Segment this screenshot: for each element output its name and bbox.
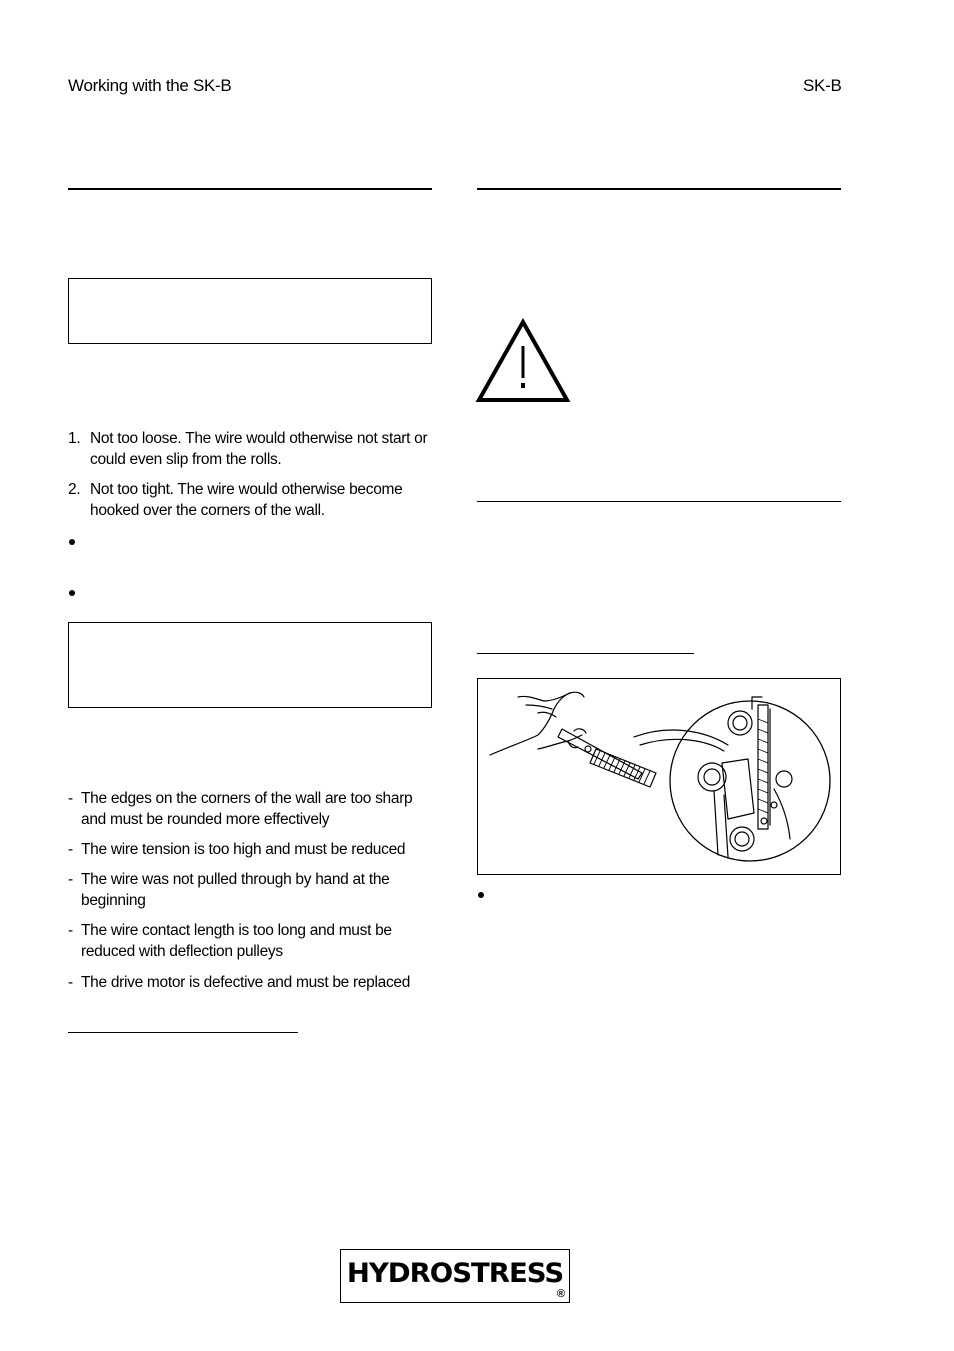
dash-list-item (68, 869, 438, 913)
list-item-text: Not too loose. The wire would otherwise not start or could even slip from the rolls. (90, 430, 428, 468)
hydrostress-logo (340, 1249, 570, 1303)
dash-list-item (68, 788, 438, 832)
dash-marker: - (68, 922, 73, 939)
registered-mark: ® (556, 1288, 565, 1300)
dash-list-item (68, 839, 438, 861)
logo-wordmark: HYDROSTRESS (346, 1258, 564, 1289)
figure-frame (477, 678, 841, 875)
dash-item-text: The wire was not pulled through by hand at the beginning (81, 871, 390, 909)
list-number: 2. (68, 481, 81, 498)
numbered-list-item (68, 428, 436, 472)
right-section-rule (477, 188, 841, 190)
bullet-point (478, 892, 484, 898)
right-subsection-rule (477, 501, 841, 502)
list-number: 1. (68, 430, 81, 447)
dash-item-text: The wire contact length is too long and must be reduced with deflection pulleys (81, 922, 392, 960)
warning-triangle-icon (475, 318, 571, 404)
numbered-list-item (68, 479, 436, 523)
dash-marker: - (68, 871, 73, 888)
left-note-box-1 (68, 278, 432, 344)
list-item-text: Not too tight. The wire would otherwise become hooked over the corners of the wall. (90, 481, 403, 519)
dash-list-item (68, 972, 438, 994)
dash-marker: - (68, 841, 73, 858)
dash-item-text: The wire tension is too high and must be reduced (81, 841, 406, 858)
header-section-title: Working with the SK-B (68, 76, 232, 95)
right-figure-heading-rule (477, 653, 694, 654)
dash-item-text: The edges on the corners of the wall are too sharp and must be rounded more effectively (81, 790, 413, 828)
dash-marker: - (68, 974, 73, 991)
dash-marker: - (68, 790, 73, 807)
dash-list-item (68, 920, 438, 964)
left-footnote-rule (68, 1032, 298, 1033)
left-note-box-2 (68, 622, 432, 708)
dash-item-text: The drive motor is defective and must be replaced (81, 974, 411, 991)
bullet-point (69, 539, 75, 545)
left-section-rule (68, 188, 432, 190)
illustration-hand-brush-cleaning-wire-saw-pulleys (478, 679, 840, 874)
header-model-name: SK-B (803, 76, 842, 95)
bullet-point (69, 590, 75, 596)
